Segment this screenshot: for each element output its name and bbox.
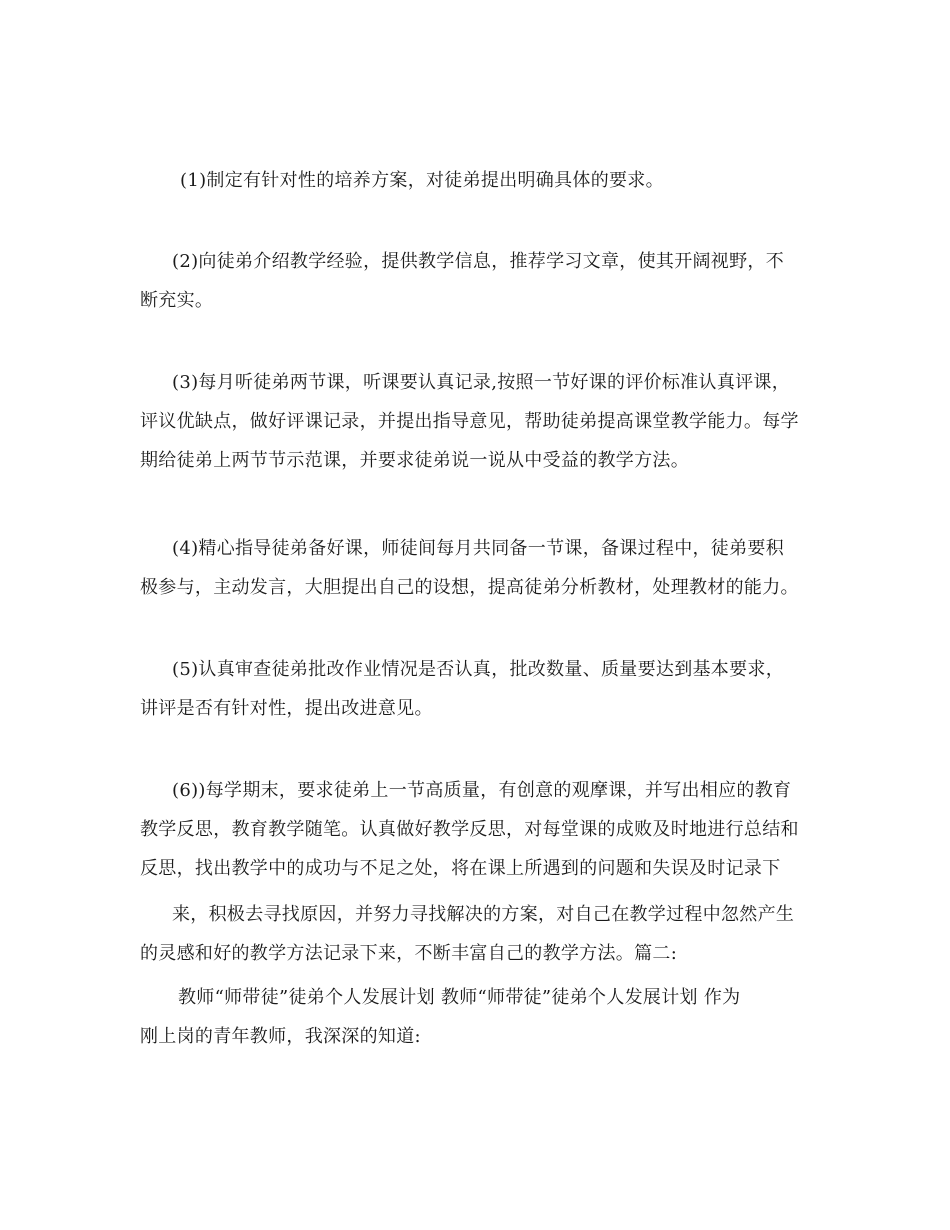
item-6-line-1: (6))每学期末，要求徒弟上一节高质量，有创意的观摩课，并写出相应的教育 bbox=[172, 780, 792, 801]
item-3-line-1: (3)每月听徒弟两节课，听课要认真记录,按照一节好课的评价标准认真评课， bbox=[172, 372, 791, 393]
item-1-line-1: (1)制定有针对性的培养方案，对徒弟提出明确具体的要求。 bbox=[180, 170, 664, 191]
item-2-line-2: 断充实。 bbox=[140, 290, 214, 311]
section-2-line-1: 教师“师带徒”徒弟个人发展计划 教师“师带徒”徒弟个人发展计划 作为 bbox=[178, 987, 741, 1008]
item-4-line-1: (4)精心指导徒弟备好课，师徒间每月共同备一节课，备课过程中，徒弟要积 bbox=[172, 538, 784, 559]
item-5-line-1: (5)认真审查徒弟批改作业情况是否认真，批改数量、质量要达到基本要求， bbox=[172, 659, 784, 680]
item-2-line-1: (2)向徒弟介绍教学经验，提供教学信息，推荐学习文章，使其开阔视野，不 bbox=[172, 251, 784, 272]
item-6-line-5: 的灵感和好的教学方法记录下来，不断丰富自己的教学方法。篇二: bbox=[140, 943, 678, 964]
item-6-line-4: 来，积极去寻找原因，并努力寻找解决的方案，对自己在教学过程中忽然产生 bbox=[172, 904, 795, 925]
item-6-line-3: 反思，找出教学中的成功与不足之处，将在课上所遇到的问题和失误及时记录下 bbox=[140, 858, 781, 879]
section-2-line-2: 刚上岗的青年教师，我深深的知道: bbox=[140, 1026, 421, 1047]
item-3-line-2: 评议优缺点，做好评课记录，并提出指导意见，帮助徒弟提高课堂教学能力。每学 bbox=[140, 411, 799, 432]
item-6-line-2: 教学反思，教育教学随笔。认真做好教学反思，对每堂课的成败及时地进行总结和 bbox=[140, 819, 799, 840]
item-5-line-2: 讲评是否有针对性，提出改进意见。 bbox=[140, 698, 433, 719]
item-3-line-3: 期给徒弟上两节节示范课，并要求徒弟说一说从中受益的教学方法。 bbox=[140, 450, 689, 471]
item-4-line-2: 极参与，主动发言，大胆提出自己的设想，提高徒弟分析教材，处理教材的能力。 bbox=[140, 577, 799, 598]
